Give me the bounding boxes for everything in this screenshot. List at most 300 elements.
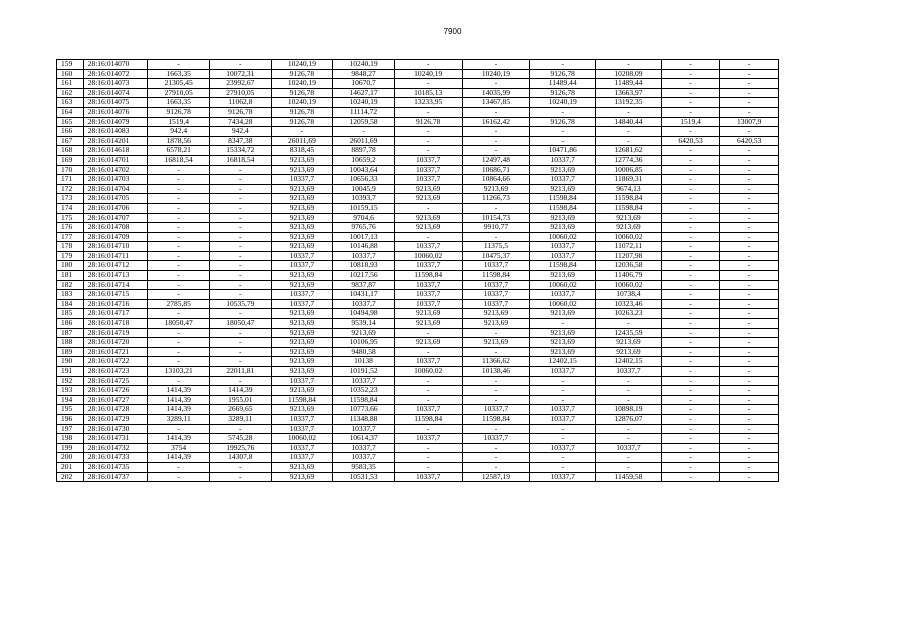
value-cell: 10337,7 xyxy=(394,405,462,415)
value-cell: - xyxy=(661,203,720,213)
value-cell: 14035,99 xyxy=(462,88,530,98)
value-cell: - xyxy=(530,462,596,472)
value-cell: - xyxy=(720,347,779,357)
cadastral-code-cell: 28:16:014729 xyxy=(83,414,148,424)
value-cell: - xyxy=(661,424,720,434)
cadastral-code-cell: 28:16:014723 xyxy=(83,367,148,377)
value-cell: - xyxy=(394,127,462,137)
value-cell: 9910,77 xyxy=(462,223,530,233)
value-cell: - xyxy=(661,386,720,396)
value-cell: - xyxy=(394,203,462,213)
table-row xyxy=(57,107,779,117)
value-cell: - xyxy=(720,414,779,424)
value-cell: 10060,02 xyxy=(394,251,462,261)
value-cell: 10475,37 xyxy=(462,251,530,261)
value-cell: - xyxy=(720,146,779,156)
value-cell: 12435,59 xyxy=(596,328,662,338)
value-cell: 8897,78 xyxy=(333,146,395,156)
value-cell: 19925,76 xyxy=(209,443,271,453)
value-cell: 10531,53 xyxy=(333,472,395,482)
cadastral-code-cell: 28:16:014726 xyxy=(83,386,148,396)
value-cell: - xyxy=(209,309,271,319)
value-cell: - xyxy=(596,136,662,146)
value-cell: - xyxy=(720,357,779,367)
value-cell: 10337,7 xyxy=(530,290,596,300)
value-cell: 9213,69 xyxy=(271,280,333,290)
value-cell: 10337,7 xyxy=(271,251,333,261)
value-cell: - xyxy=(720,462,779,472)
cadastral-code-cell: 28:16:014201 xyxy=(83,136,148,146)
value-cell: - xyxy=(661,347,720,357)
value-cell: 9213,69 xyxy=(271,462,333,472)
value-cell: 9539,14 xyxy=(333,319,395,329)
row-number-cell: 200 xyxy=(57,453,84,463)
value-cell: - xyxy=(209,271,271,281)
value-cell: 10494,98 xyxy=(333,309,395,319)
value-cell: 16162,42 xyxy=(462,117,530,127)
value-cell: - xyxy=(720,299,779,309)
value-cell: 10106,95 xyxy=(333,338,395,348)
value-cell: 13233,95 xyxy=(394,98,462,108)
value-cell: 11062,8 xyxy=(209,98,271,108)
value-cell: - xyxy=(530,60,596,70)
value-cell: - xyxy=(530,376,596,386)
value-cell: - xyxy=(661,79,720,89)
value-cell: 23992,67 xyxy=(209,79,271,89)
cadastral-code-cell: 28:16:014714 xyxy=(83,280,148,290)
value-cell: 26011,69 xyxy=(271,136,333,146)
value-cell: - xyxy=(661,319,720,329)
value-cell: - xyxy=(530,136,596,146)
value-cell: 1414,39 xyxy=(148,434,210,444)
value-cell: - xyxy=(148,223,210,233)
value-cell: - xyxy=(661,242,720,252)
value-cell: 9213,69 xyxy=(271,347,333,357)
value-cell: - xyxy=(720,424,779,434)
value-cell: - xyxy=(394,424,462,434)
value-cell: 10217,56 xyxy=(333,271,395,281)
value-cell: - xyxy=(720,98,779,108)
value-cell: 10738,4 xyxy=(596,290,662,300)
value-cell: - xyxy=(394,462,462,472)
value-cell: - xyxy=(661,69,720,79)
table-row xyxy=(57,357,779,367)
table-row xyxy=(57,223,779,233)
value-cell: 9213,69 xyxy=(333,328,395,338)
table-row xyxy=(57,175,779,185)
value-cell: - xyxy=(720,453,779,463)
value-cell: 10337,7 xyxy=(333,299,395,309)
value-cell: 11114,72 xyxy=(333,107,395,117)
value-cell: 11598,84 xyxy=(271,395,333,405)
row-number-cell: 189 xyxy=(57,347,84,357)
value-cell: 10337,7 xyxy=(530,367,596,377)
value-cell: - xyxy=(462,424,530,434)
value-cell: 13663,97 xyxy=(596,88,662,98)
value-cell: 1414,39 xyxy=(148,405,210,415)
cadastral-code-cell: 28:16:014731 xyxy=(83,434,148,444)
value-cell: 10337,7 xyxy=(596,443,662,453)
value-cell: 10240,19 xyxy=(333,60,395,70)
value-cell: 9213,69 xyxy=(530,223,596,233)
value-cell: - xyxy=(661,414,720,424)
value-cell: 9213,69 xyxy=(394,194,462,204)
value-cell: - xyxy=(596,386,662,396)
value-cell: 12876,07 xyxy=(596,414,662,424)
value-cell: 9213,69 xyxy=(530,347,596,357)
value-cell: 10185,13 xyxy=(394,88,462,98)
value-cell: - xyxy=(720,319,779,329)
table-row xyxy=(57,213,779,223)
value-cell: 14840,44 xyxy=(596,117,662,127)
cadastral-code-cell: 28:16:014076 xyxy=(83,107,148,117)
value-cell: - xyxy=(596,60,662,70)
value-cell: 9213,69 xyxy=(596,213,662,223)
value-cell: - xyxy=(148,60,210,70)
row-number-cell: 165 xyxy=(57,117,84,127)
value-cell: 9213,69 xyxy=(271,386,333,396)
cadastral-code-cell: 28:16:014703 xyxy=(83,175,148,185)
cadastral-code-cell: 28:16:014732 xyxy=(83,443,148,453)
row-number-cell: 197 xyxy=(57,424,84,434)
value-cell: - xyxy=(394,60,462,70)
value-cell: 9213,69 xyxy=(271,367,333,377)
value-cell: 10337,7 xyxy=(530,405,596,415)
value-cell: 11869,31 xyxy=(596,175,662,185)
value-cell: 9213,69 xyxy=(271,357,333,367)
value-cell: - xyxy=(596,127,662,137)
value-cell: - xyxy=(661,194,720,204)
value-cell: 9837,87 xyxy=(333,280,395,290)
value-cell: 10240,19 xyxy=(530,98,596,108)
row-number-cell: 160 xyxy=(57,69,84,79)
value-cell: 10535,79 xyxy=(209,299,271,309)
row-number-cell: 193 xyxy=(57,386,84,396)
value-cell: 9480,58 xyxy=(333,347,395,357)
value-cell: 9126,78 xyxy=(271,69,333,79)
value-cell: 10337,7 xyxy=(394,280,462,290)
row-number-cell: 173 xyxy=(57,194,84,204)
value-cell: - xyxy=(720,443,779,453)
table-row xyxy=(57,319,779,329)
value-cell: 9213,69 xyxy=(530,184,596,194)
value-cell: - xyxy=(148,424,210,434)
value-cell: 11072,11 xyxy=(596,242,662,252)
value-cell: 2785,85 xyxy=(148,299,210,309)
cadastral-code-cell: 28:16:014710 xyxy=(83,242,148,252)
table-row xyxy=(57,117,779,127)
value-cell: - xyxy=(394,79,462,89)
value-cell: - xyxy=(720,376,779,386)
value-cell: 10818,93 xyxy=(333,261,395,271)
value-cell: - xyxy=(209,184,271,194)
row-number-cell: 175 xyxy=(57,213,84,223)
value-cell: - xyxy=(661,328,720,338)
value-cell: 9213,69 xyxy=(271,405,333,415)
value-cell: - xyxy=(148,261,210,271)
value-cell: - xyxy=(462,386,530,396)
value-cell: 27910,05 xyxy=(209,88,271,98)
table-row xyxy=(57,155,779,165)
value-cell: 9213,69 xyxy=(596,223,662,233)
row-number-cell: 187 xyxy=(57,328,84,338)
value-cell: 9213,69 xyxy=(394,319,462,329)
row-number-cell: 198 xyxy=(57,434,84,444)
value-cell: - xyxy=(720,79,779,89)
value-cell: 9126,78 xyxy=(530,88,596,98)
value-cell: - xyxy=(148,472,210,482)
value-cell: 10337,7 xyxy=(394,472,462,482)
value-cell: 10393,7 xyxy=(333,194,395,204)
row-number-cell: 196 xyxy=(57,414,84,424)
value-cell: 11598,84 xyxy=(530,194,596,204)
row-number-cell: 191 xyxy=(57,367,84,377)
value-cell: - xyxy=(661,175,720,185)
value-cell: 9213,69 xyxy=(394,309,462,319)
value-cell: 1663,35 xyxy=(148,69,210,79)
value-cell: 10337,7 xyxy=(333,424,395,434)
cadastral-code-cell: 28:16:014719 xyxy=(83,328,148,338)
value-cell: - xyxy=(462,79,530,89)
value-cell: 9213,69 xyxy=(271,338,333,348)
value-cell: - xyxy=(394,107,462,117)
table-row xyxy=(57,290,779,300)
value-cell: 13103,21 xyxy=(148,367,210,377)
value-cell: - xyxy=(271,127,333,137)
value-cell: 9213,69 xyxy=(462,319,530,329)
value-cell: - xyxy=(462,127,530,137)
value-cell: 27910,05 xyxy=(148,88,210,98)
value-cell: 11366,62 xyxy=(462,357,530,367)
value-cell: 9213,69 xyxy=(271,271,333,281)
table-row xyxy=(57,127,779,137)
table-row xyxy=(57,338,779,348)
value-cell: - xyxy=(720,165,779,175)
value-cell: 10337,7 xyxy=(271,376,333,386)
value-cell: - xyxy=(148,338,210,348)
value-cell: 10337,7 xyxy=(333,453,395,463)
value-cell: 12402,15 xyxy=(596,357,662,367)
table-row xyxy=(57,443,779,453)
value-cell: 10337,7 xyxy=(333,443,395,453)
value-cell: 10352,23 xyxy=(333,386,395,396)
value-cell: - xyxy=(596,434,662,444)
value-cell: 1414,39 xyxy=(209,386,271,396)
value-cell: - xyxy=(394,443,462,453)
row-number-cell: 167 xyxy=(57,136,84,146)
value-cell: - xyxy=(209,175,271,185)
value-cell: 10240,19 xyxy=(394,69,462,79)
value-cell: - xyxy=(661,280,720,290)
value-cell: 9213,69 xyxy=(530,213,596,223)
value-cell: - xyxy=(720,69,779,79)
value-cell: - xyxy=(661,261,720,271)
value-cell: - xyxy=(209,232,271,242)
value-cell: - xyxy=(661,184,720,194)
value-cell: 12402,15 xyxy=(530,357,596,367)
row-number-cell: 176 xyxy=(57,223,84,233)
cadastral-code-cell: 28:16:014708 xyxy=(83,223,148,233)
value-cell: 10337,7 xyxy=(394,261,462,271)
value-cell: 10337,7 xyxy=(394,434,462,444)
value-cell: 10659,2 xyxy=(333,155,395,165)
value-cell: - xyxy=(209,60,271,70)
value-cell: 9213,69 xyxy=(271,213,333,223)
cadastral-code-cell: 28:16:014733 xyxy=(83,453,148,463)
cadastral-code-cell: 28:16:014715 xyxy=(83,290,148,300)
cadastral-code-cell: 28:16:014722 xyxy=(83,357,148,367)
value-cell: 10431,17 xyxy=(333,290,395,300)
value-cell: 10240,19 xyxy=(462,69,530,79)
value-cell: 10337,7 xyxy=(530,414,596,424)
value-cell: - xyxy=(661,223,720,233)
value-cell: 10337,7 xyxy=(394,242,462,252)
table-row xyxy=(57,462,779,472)
value-cell: - xyxy=(720,155,779,165)
value-cell: - xyxy=(394,453,462,463)
table-row xyxy=(57,424,779,434)
value-cell: 942,4 xyxy=(148,127,210,137)
value-cell: - xyxy=(720,405,779,415)
value-cell: - xyxy=(661,357,720,367)
value-cell: 12774,36 xyxy=(596,155,662,165)
value-cell: - xyxy=(530,434,596,444)
value-cell: 9213,69 xyxy=(530,165,596,175)
value-cell: 8347,38 xyxy=(209,136,271,146)
value-cell: - xyxy=(148,462,210,472)
table-row xyxy=(57,453,779,463)
value-cell: 9213,69 xyxy=(271,194,333,204)
value-cell: - xyxy=(661,338,720,348)
value-cell: 10337,7 xyxy=(462,290,530,300)
value-cell: - xyxy=(394,395,462,405)
value-cell: - xyxy=(148,347,210,357)
value-cell: - xyxy=(661,299,720,309)
value-cell: 9126,78 xyxy=(530,69,596,79)
value-cell: 10337,7 xyxy=(333,376,395,386)
cadastral-code-cell: 28:16:014072 xyxy=(83,69,148,79)
value-cell: 5745,28 xyxy=(209,434,271,444)
value-cell: 14307,8 xyxy=(209,453,271,463)
value-cell: 9213,69 xyxy=(596,347,662,357)
value-cell: 10263,23 xyxy=(596,309,662,319)
value-cell: 10337,7 xyxy=(462,280,530,290)
value-cell: - xyxy=(148,271,210,281)
value-cell: 10670,7 xyxy=(333,79,395,89)
value-cell: - xyxy=(148,165,210,175)
cadastral-code-cell: 28:16:014070 xyxy=(83,60,148,70)
value-cell: 11598,84 xyxy=(462,414,530,424)
table-row xyxy=(57,88,779,98)
value-cell: - xyxy=(148,213,210,223)
value-cell: - xyxy=(209,251,271,261)
table-row xyxy=(57,347,779,357)
value-cell: 9126,78 xyxy=(271,88,333,98)
value-cell: - xyxy=(148,290,210,300)
value-cell: 1414,39 xyxy=(148,395,210,405)
value-cell: 10006,85 xyxy=(596,165,662,175)
table-row xyxy=(57,203,779,213)
table-row xyxy=(57,136,779,146)
value-cell: - xyxy=(530,453,596,463)
value-cell: - xyxy=(720,203,779,213)
table-row xyxy=(57,271,779,281)
row-number-cell: 181 xyxy=(57,271,84,281)
value-cell: 9213,69 xyxy=(596,338,662,348)
table-row xyxy=(57,165,779,175)
row-number-cell: 174 xyxy=(57,203,84,213)
value-cell: - xyxy=(394,386,462,396)
value-cell: - xyxy=(661,165,720,175)
value-cell: 18050,47 xyxy=(209,319,271,329)
value-cell: - xyxy=(530,395,596,405)
value-cell: 3289,11 xyxy=(209,414,271,424)
table-row xyxy=(57,242,779,252)
value-cell: - xyxy=(209,357,271,367)
value-cell: - xyxy=(720,367,779,377)
value-cell: - xyxy=(462,462,530,472)
cadastral-code-cell: 28:16:014083 xyxy=(83,127,148,137)
value-cell: - xyxy=(462,347,530,357)
table-row xyxy=(57,232,779,242)
row-number-cell: 172 xyxy=(57,184,84,194)
value-cell: 11598,84 xyxy=(462,271,530,281)
table-row xyxy=(57,194,779,204)
cadastral-code-cell: 28:16:014074 xyxy=(83,88,148,98)
value-cell: 6578,21 xyxy=(148,146,210,156)
row-number-cell: 178 xyxy=(57,242,84,252)
value-cell: - xyxy=(148,357,210,367)
value-cell: - xyxy=(596,395,662,405)
value-cell: 10060,02 xyxy=(271,434,333,444)
value-cell: 10337,7 xyxy=(530,242,596,252)
value-cell: 9213,69 xyxy=(462,338,530,348)
value-cell: 18050,47 xyxy=(148,319,210,329)
value-cell: - xyxy=(661,395,720,405)
cadastral-code-cell: 28:16:014712 xyxy=(83,261,148,271)
row-number-cell: 182 xyxy=(57,280,84,290)
value-cell: - xyxy=(661,127,720,137)
table-row xyxy=(57,405,779,415)
value-cell: 10337,7 xyxy=(462,405,530,415)
value-cell: - xyxy=(720,280,779,290)
value-cell: 10686,71 xyxy=(462,165,530,175)
value-cell: 10043,64 xyxy=(333,165,395,175)
value-cell: 11598,84 xyxy=(596,203,662,213)
value-cell: 10337,7 xyxy=(271,299,333,309)
table-row xyxy=(57,414,779,424)
value-cell: - xyxy=(720,395,779,405)
value-cell: 10060,02 xyxy=(596,280,662,290)
value-cell: 10337,7 xyxy=(333,251,395,261)
data-table xyxy=(56,59,779,482)
value-cell: - xyxy=(209,424,271,434)
cadastral-code-cell: 28:16:014713 xyxy=(83,271,148,281)
value-cell: 10614,37 xyxy=(333,434,395,444)
value-cell: 9765,76 xyxy=(333,223,395,233)
row-number-cell: 164 xyxy=(57,107,84,117)
cadastral-code-cell: 28:16:014707 xyxy=(83,213,148,223)
value-cell: 10240,19 xyxy=(333,98,395,108)
value-cell: - xyxy=(720,213,779,223)
value-cell: 10337,7 xyxy=(462,434,530,444)
value-cell: 9126,78 xyxy=(271,107,333,117)
value-cell: 2669,65 xyxy=(209,405,271,415)
table-row xyxy=(57,299,779,309)
value-cell: 1519,4 xyxy=(148,117,210,127)
value-cell: - xyxy=(394,376,462,386)
value-cell: 12036,58 xyxy=(596,261,662,271)
